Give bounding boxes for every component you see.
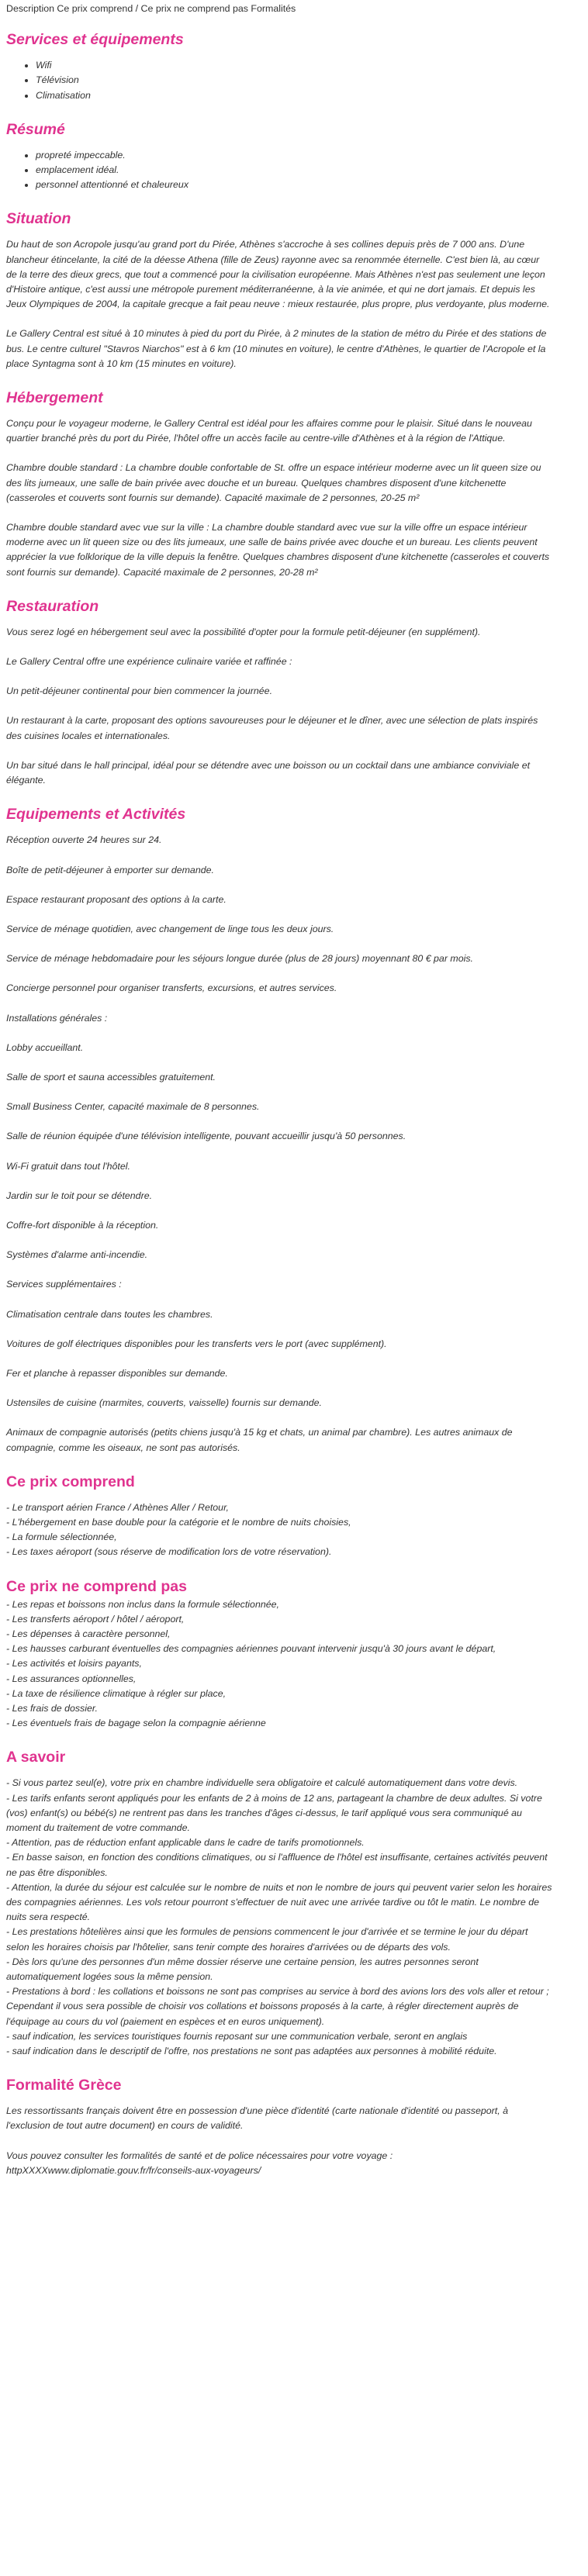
prix-comprend-list <box>6 1500 552 1560</box>
list-item: - Attention, pas de réduction enfant applicable dans le cadre de tarifs promotionnels. <box>6 1837 365 1849</box>
paragraph: Réception ouverte 24 heures sur 24. <box>6 834 162 846</box>
a-savoir-section <box>6 1748 552 2059</box>
paragraph: Conçu pour le voyageur moderne, le Gallery Central est idéal pour les affaires comme pour le plaisir. Situé dans le nouveau quartier branché près du port du Pirée, l'hôtel offre un accès facile au centre-ville d'Athènes et à la région de l'Attique. <box>6 418 532 444</box>
paragraph: Wi-Fi gratuit dans tout l'hôtel. <box>6 1160 130 1172</box>
paragraph: Vous pouvez consulter les formalités de santé et de police nécessaires pour votre voyage : httpXXXXwww.diplomatie.gouv.fr/fr/conseils-aux-voyageurs/ <box>6 2150 393 2176</box>
services-title: Services et équipements <box>6 31 184 49</box>
list-item: - Les tarifs enfants seront appliqués pour les enfants de 2 à moins de 12 ans, partageant la chambre de deux adultes. Si votre (vos) enfant(s) ou bébé(s) ne rentrent pas dans les tranches d'âges ci-dessus, le tarif appliqué vous sera communiqué au moment du traitement de votre commande. <box>6 1792 542 1834</box>
paragraph: Un restaurant à la carte, proposant des options savoureuses pour le déjeuner et le dîner, avec une sélection de plats inspirés des cuisines locales et internationales. <box>6 715 538 741</box>
list-item: - Les dépenses à caractère personnel, <box>6 1628 171 1639</box>
paragraph: Climatisation centrale dans toutes les chambres. <box>6 1308 213 1320</box>
list-item: - sauf indication, les services touristiques fournis reposant sur une communication verbale, seront en anglais <box>6 2030 468 2042</box>
resume-section <box>6 120 552 193</box>
list-item: - Les transferts aéroport / hôtel / aéroport, <box>6 1613 185 1625</box>
paragraph: Services supplémentaires : <box>6 1279 122 1290</box>
resume-title: Résumé <box>6 120 65 138</box>
equipements-title: Equipements et Activités <box>6 806 186 824</box>
list-item: • propreté impeccable. <box>36 148 552 163</box>
paragraph: Concierge personnel pour organiser transferts, excursions, et autres services. <box>6 982 337 994</box>
list-item: - Les éventuels frais de bagage selon la compagnie aérienne <box>6 1718 266 1729</box>
equipements-section <box>6 805 552 1455</box>
formalite-title: Formalité Grèce <box>6 2077 122 2094</box>
list-item: - Les prestations hôtelières ainsi que les formules de pensions commencent le jour d'arrivée et se termine le jour du départ selon les horaires choisis par l'hôtelier, sans tenir compte des horaires d'arrivées ou de départs des vols. <box>6 1926 528 1953</box>
paragraph: Service de ménage quotidien, avec changement de linge tous les deux jours. <box>6 923 334 934</box>
a-savoir-title: A savoir <box>6 1749 66 1766</box>
paragraph: Le Gallery Central est situé à 10 minutes à pied du port du Pirée, à 2 minutes de la station de métro du Pirée et des stations de bus. Le centre culturel "Stavros Niarchos" est à 6 km (10 minutes en voiture), le centre d'Athènes, le quartier de l'Acropole et la place Syntagma sont à 10 km (15 minutes en voiture). <box>6 328 547 369</box>
list-item: • Télévision <box>36 73 552 88</box>
paragraph: Fer et planche à repasser disponibles sur demande. <box>6 1367 228 1379</box>
list-item: - Les taxes aéroport (sous réserve de modification lors de votre réservation). <box>6 1546 332 1558</box>
paragraph: Jardin sur le toit pour se détendre. <box>6 1190 153 1201</box>
paragraph: Chambre double standard avec vue sur la ville : La chambre double standard avec vue sur la ville offre un espace intérieur moderne avec un lit queen size ou des lits jumeaux, une salle de bains privée avec douche et un bureau. Les clients peuvent apprécier la vue folklorique de la ville depuis la fenêtre. Quelques chambres disposent d'une kitchenette (casseroles et couverts sont fournis sur demande). Capacité maximale de 2 personnes, 20-28 m² <box>6 522 550 578</box>
paragraph: Coffre-fort disponible à la réception. <box>6 1219 159 1231</box>
list-item: - Les repas et boissons non inclus dans la formule sélectionnée, <box>6 1598 279 1610</box>
situation-title: Situation <box>6 210 71 228</box>
list-item: - sauf indication dans le descriptif de l'offre, nos prestations ne sont pas adaptées aux personnes à mobilité réduite. <box>6 2046 497 2057</box>
list-item: - Prestations à bord : les collations et boissons ne sont pas comprises au service à bord des avions lors des vols aller et retour ; Cependant il vous sera possible de choisir vos collations et boissons proposés à la carte, à régler directement auprès de l'équipage au cours du vol (paiement en espèces et en euros uniquement). <box>6 1986 549 2027</box>
list-item: • Wifi <box>36 58 552 73</box>
paragraph: Espace restaurant proposant des options à la carte. <box>6 893 227 905</box>
list-item: - La formule sélectionnée, <box>6 1531 117 1543</box>
paragraph: Salle de sport et sauna accessibles gratuitement. <box>6 1071 216 1083</box>
paragraph: Voitures de golf électriques disponibles pour les transferts vers le port (avec supplément). <box>6 1338 387 1349</box>
prix-comprend-title: Ce prix comprend <box>6 1473 135 1490</box>
list-item: - L'hébergement en base double pour la catégorie et le nombre de nuits choisies, <box>6 1516 351 1528</box>
list-item: - Le transport aérien France / Athènes Aller / Retour, <box>6 1501 229 1513</box>
list-item: - Les frais de dossier. <box>6 1703 98 1714</box>
paragraph: Systèmes d'alarme anti-incendie. <box>6 1249 148 1261</box>
prix-ne-comprend-title: Ce prix ne comprend pas <box>6 1577 187 1595</box>
list-item: • emplacement idéal. <box>36 163 552 178</box>
paragraph: Chambre double standard : La chambre double confortable de St. offre un espace intérieur moderne avec un lit queen size ou des lits jumeaux, une salle de bain privée avec douche et un bureau. Quelques chambres disposent d'une kitchenette (casseroles et couverts sont fournis sur demande). Capacité maximale de 2 personnes, 20-25 m² <box>6 462 541 503</box>
resume-list <box>6 148 552 193</box>
list-item: - Les activités et loisirs payants, <box>6 1658 142 1670</box>
prix-comprend-section <box>6 1473 552 1560</box>
formalite-section <box>6 2076 552 2178</box>
paragraph: Lobby accueillant. <box>6 1041 84 1053</box>
hebergement-title: Hébergement <box>6 389 103 407</box>
paragraph: Small Business Center, capacité maximale de 8 personnes. <box>6 1101 260 1113</box>
paragraph: Boîte de petit-déjeuner à emporter sur demande. <box>6 864 214 875</box>
services-section <box>6 30 552 103</box>
paragraph: Les ressortissants français doivent être en possession d'une pièce d'identité (carte nationale d'identité ou passeport, à l'exclusion de tout autre document) en cours de validité. <box>6 2105 508 2132</box>
list-item: - En basse saison, en fonction des conditions climatiques, ou si l'affluence de l'hôtel est insuffisante, certaines activités peuvent ne pas être disponibles. <box>6 1852 548 1878</box>
paragraph: Un bar situé dans le hall principal, idéal pour se détendre avec une boisson ou un cocktail dans une ambiance conviviale et élégante. <box>6 759 531 786</box>
breadcrumb: Description Ce prix comprend / Ce prix ne comprend pas Formalités <box>6 3 296 14</box>
paragraph: Salle de réunion équipée d'une télévision intelligente, pouvant accueillir jusqu'à 50 personnes. <box>6 1131 406 1142</box>
paragraph: Le Gallery Central offre une expérience culinaire variée et raffinée : <box>6 656 292 668</box>
paragraph: Service de ménage hebdomadaire pour les séjours longue durée (plus de 28 jours) moyennant 80 € par mois. <box>6 953 473 965</box>
list-item: - Les hausses carburant éventuelles des compagnies aériennes pouvant intervenir jusqu'à 30 jours avant le départ, <box>6 1643 496 1655</box>
paragraph: Du haut de son Acropole jusqu'au grand port du Pirée, Athènes s'accroche à ses collines depuis près de 7 000 ans. D'une blancheur étincelante, la cité de la déesse Athena (fille de Zeus) rayonne avec sa renommée éternelle. C'est bien là, au cœur de la terre des dieux grecs, que tout a commencé pour la civilisation européenne. Mais Athènes n'est pas seulement une leçon d'Histoire antique, c'est aussi une métropole purement méditerranéenne, à la vie animée, et qui ne dort jamais. Et depuis les Jeux Olympiques de 2004, la capitale grecque a fait peau neuve : mieux restaurée, plus propre, plus verdoyante, plus moderne. <box>6 239 550 310</box>
paragraph: Ustensiles de cuisine (marmites, couverts, vaisselle) fournis sur demande. <box>6 1397 322 1409</box>
restauration-section <box>6 597 552 788</box>
paragraph: Animaux de compagnie autorisés (petits chiens jusqu'à 15 kg et chats, un animal par chambre). Les autres animaux de compagnie, comme les oiseaux, ne sont pas autorisés. <box>6 1427 513 1453</box>
restauration-title: Restauration <box>6 597 99 615</box>
list-item: - Dès lors qu'une des personnes d'un même dossier réserve une certaine pension, les autres personnes seront automatiquement logées sous la même pension. <box>6 1956 479 1983</box>
prix-ne-comprend-list <box>6 1597 552 1732</box>
list-item: - Si vous partez seul(e), votre prix en chambre individuelle sera obligatoire et calculé automatiquement dans votre devis. <box>6 1777 518 1789</box>
hebergement-section <box>6 388 552 580</box>
paragraph: Installations générales : <box>6 1012 108 1024</box>
list-item: - Attention, la durée du séjour est calculée sur le nombre de nuits et non le nombre de jours qui peuvent varier selon les horaires des compagnies aériennes. Les vols retour pourront s'effectuer de nuit avec une arrivée tardive ou tôt le matin. Le nombre de nuits sera respecté. <box>6 1881 552 1923</box>
list-item: - Les assurances optionnelles, <box>6 1673 137 1684</box>
services-list <box>6 58 552 103</box>
a-savoir-list <box>6 1776 552 2059</box>
list-item: - La taxe de résilience climatique à régler sur place, <box>6 1687 227 1699</box>
paragraph: Vous serez logé en hébergement seul avec la possibilité d'opter pour la formule petit-déjeuner (en supplément). <box>6 626 481 637</box>
prix-ne-comprend-section <box>6 1577 552 1732</box>
list-item: • personnel attentionné et chaleureux <box>36 178 552 192</box>
situation-section <box>6 209 552 371</box>
paragraph: Un petit-déjeuner continental pour bien commencer la journée. <box>6 685 273 697</box>
list-item: • Climatisation <box>36 88 552 103</box>
